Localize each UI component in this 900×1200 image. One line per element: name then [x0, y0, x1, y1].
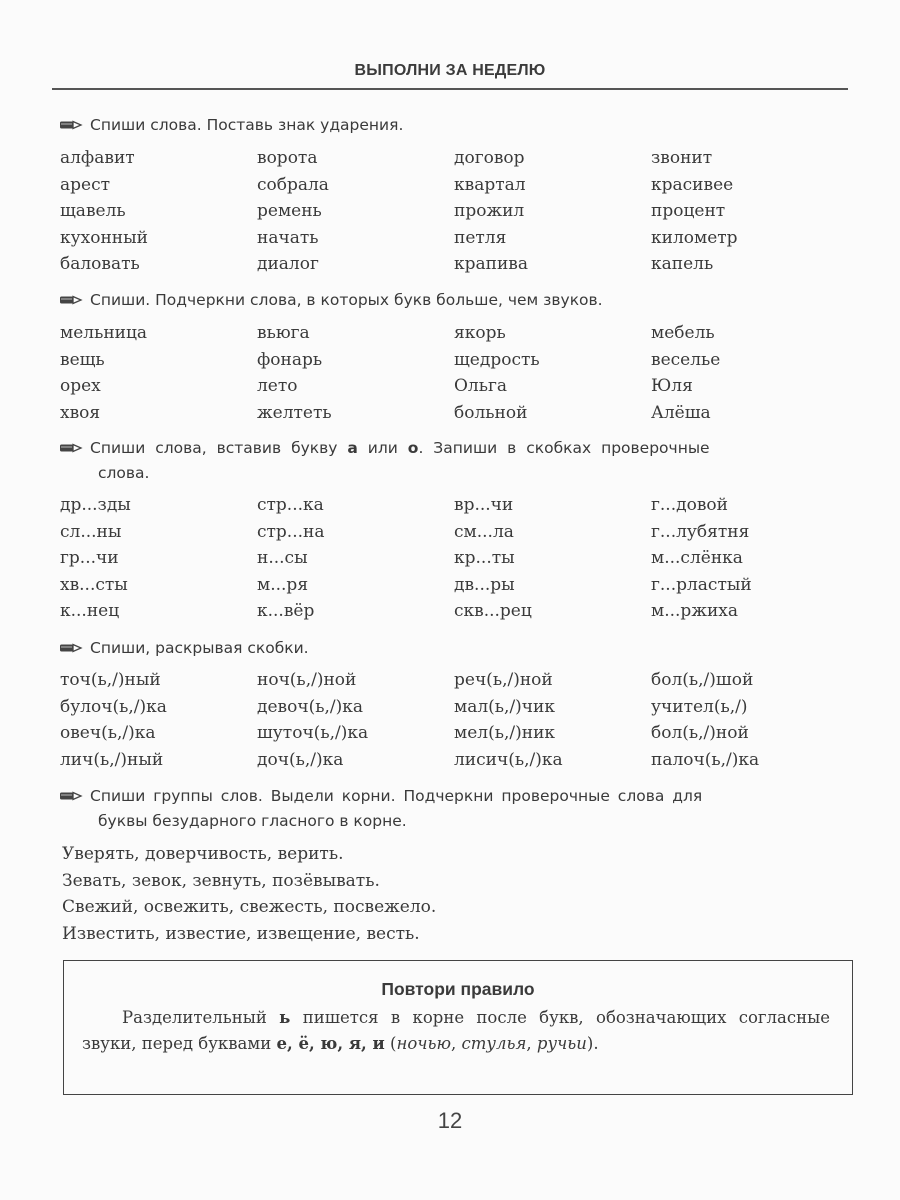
word: мел(ь,/)ник — [454, 723, 556, 743]
word-row — [60, 492, 860, 519]
example-word: ночью — [396, 1034, 452, 1053]
word: см...ла — [454, 521, 514, 542]
word: к...вёр — [257, 601, 315, 621]
word: м...ря — [257, 574, 309, 595]
word-row — [60, 145, 860, 172]
word: гр...чи — [60, 548, 119, 568]
word: алфавит — [60, 148, 135, 168]
word-row — [60, 694, 860, 721]
word: Ольга — [454, 376, 508, 396]
word-row — [60, 572, 860, 599]
example-word: стулья — [461, 1034, 527, 1053]
task-3-word-grid — [60, 492, 860, 625]
word: лич(ь,/)ный — [60, 749, 164, 770]
word-group: Зевать, зевок, зевнуть, позёвывать. — [62, 870, 380, 891]
word: булоч(ь,/)ка — [60, 696, 167, 717]
word: дв...ры — [454, 574, 515, 595]
word: хв...сты — [60, 574, 128, 595]
word: Юля — [651, 376, 693, 396]
word: желтеть — [257, 402, 332, 423]
task-5-word-groups — [62, 841, 862, 947]
word-row — [60, 720, 860, 747]
word: мельница — [60, 323, 148, 343]
word-row — [60, 519, 860, 546]
word: точ(ь,/)ный — [60, 670, 161, 690]
word: овеч(ь,/)ка — [60, 723, 156, 743]
word: крапива — [454, 254, 529, 274]
word: петля — [454, 227, 507, 248]
word: вр...чи — [454, 495, 514, 515]
word: доч(ь,/)ка — [257, 749, 344, 770]
word: скв...рец — [454, 601, 532, 621]
task-1-word-grid — [60, 145, 860, 278]
word: вьюга — [257, 323, 310, 343]
page-number: 12 — [437, 1108, 463, 1133]
pencil-icon — [60, 295, 84, 305]
word: баловать — [60, 254, 140, 274]
word-row — [60, 545, 860, 572]
word-row — [60, 598, 860, 625]
rule-title: Повтори правило — [381, 979, 535, 999]
word: квартал — [454, 174, 526, 195]
word-row — [60, 198, 860, 225]
word: хвоя — [60, 402, 101, 423]
vowel-letters: е, ё, ю, я, и — [276, 1034, 385, 1053]
word-row — [60, 320, 860, 347]
word-row — [60, 172, 860, 199]
word: бол(ь,/)шой — [651, 670, 754, 690]
pencil-icon — [60, 120, 84, 130]
letter-a: а — [347, 439, 358, 457]
word: г...довой — [651, 495, 728, 515]
word: бол(ь,/)ной — [651, 723, 749, 743]
word: начать — [257, 227, 319, 248]
word: звонит — [651, 148, 713, 168]
task-5-instruction: Спиши группы слов. Выдели корни. Подчеркни проверочные слова для буквы безударного гласного в корне. — [60, 784, 860, 834]
word: лето — [257, 376, 298, 396]
word: веселье — [651, 349, 721, 370]
word: больной — [454, 402, 528, 423]
word: капель — [651, 254, 714, 274]
word: мебель — [651, 323, 715, 343]
word: реч(ь,/)ной — [454, 670, 553, 690]
example-word: ручьи — [536, 1034, 587, 1053]
word: кухонный — [60, 227, 148, 248]
word-row — [60, 667, 860, 694]
word: якорь — [454, 323, 506, 343]
word: арест — [60, 174, 111, 195]
rule-box — [63, 960, 853, 1095]
word: учител(ь,/) — [651, 696, 748, 717]
word: договор — [454, 148, 525, 168]
pencil-icon — [60, 643, 84, 653]
word: сл...ны — [60, 521, 122, 542]
word: девоч(ь,/)ка — [257, 696, 363, 717]
word: стр...ка — [257, 495, 324, 515]
soft-sign: ь — [279, 1008, 291, 1027]
word: орех — [60, 376, 101, 396]
pencil-icon — [60, 443, 84, 453]
word: ноч(ь,/)ной — [257, 670, 357, 690]
word: процент — [651, 201, 726, 221]
word: стр...на — [257, 521, 325, 542]
word-row — [60, 347, 860, 374]
task-4-word-grid — [60, 667, 860, 773]
word-row — [60, 747, 860, 774]
word: километр — [651, 227, 738, 248]
word: н...сы — [257, 548, 308, 568]
word: г...рластый — [651, 574, 752, 595]
word: красивее — [651, 174, 734, 195]
word: м...слёнка — [651, 548, 743, 568]
word: мал(ь,/)чик — [454, 696, 556, 717]
section-title: ВЫПОЛНИ ЗА НЕДЕЛЮ — [354, 62, 546, 79]
word: щедрость — [454, 349, 540, 370]
word: диалог — [257, 254, 319, 274]
task-1-instruction: Спиши слова. Поставь знак ударения. — [60, 113, 860, 138]
word: к...нец — [60, 601, 120, 621]
task-2-word-grid — [60, 320, 860, 426]
word: лисич(ь,/)ка — [454, 749, 563, 770]
pencil-icon — [60, 791, 84, 801]
letter-o: о — [407, 439, 419, 457]
task-3-instruction: Спиши слова, вставив букву а или о. Запиши в скобках проверочные слова. — [60, 436, 860, 486]
word-row — [60, 251, 860, 278]
word: ремень — [257, 201, 322, 221]
word-row — [60, 225, 860, 252]
task-4-instruction: Спиши, раскрывая скобки. — [60, 636, 860, 661]
word: Алёша — [651, 402, 711, 423]
word-group: Уверять, доверчивость, верить. — [62, 844, 344, 864]
word: др...зды — [60, 495, 131, 515]
word: г...лубятня — [651, 521, 750, 542]
word-row — [60, 400, 860, 427]
word: м...ржиха — [651, 601, 739, 621]
word: ворота — [257, 148, 318, 168]
word-group: Свежий, освежить, свежесть, посвежело. — [62, 897, 437, 917]
word: палоч(ь,/)ка — [651, 749, 760, 770]
word: вещь — [60, 349, 105, 370]
word: щавель — [60, 201, 126, 221]
word: собрала — [257, 174, 329, 195]
task-2-instruction: Спиши. Подчеркни слова, в которых букв больше, чем звуков. — [60, 288, 860, 313]
word: кр...ты — [454, 548, 515, 568]
word-row — [60, 373, 860, 400]
word: шуточ(ь,/)ка — [257, 723, 369, 743]
word-group: Известить, известие, извещение, весть. — [62, 923, 420, 944]
header-divider — [52, 88, 848, 90]
rule-text: Разделительный ь пишется в корне после букв, обозначающих согласные звуки, перед буквами е, ё, ю, я, и (ночью, стулья, ручьи). — [82, 1008, 830, 1053]
word: фонарь — [257, 349, 323, 370]
word: прожил — [454, 201, 525, 221]
